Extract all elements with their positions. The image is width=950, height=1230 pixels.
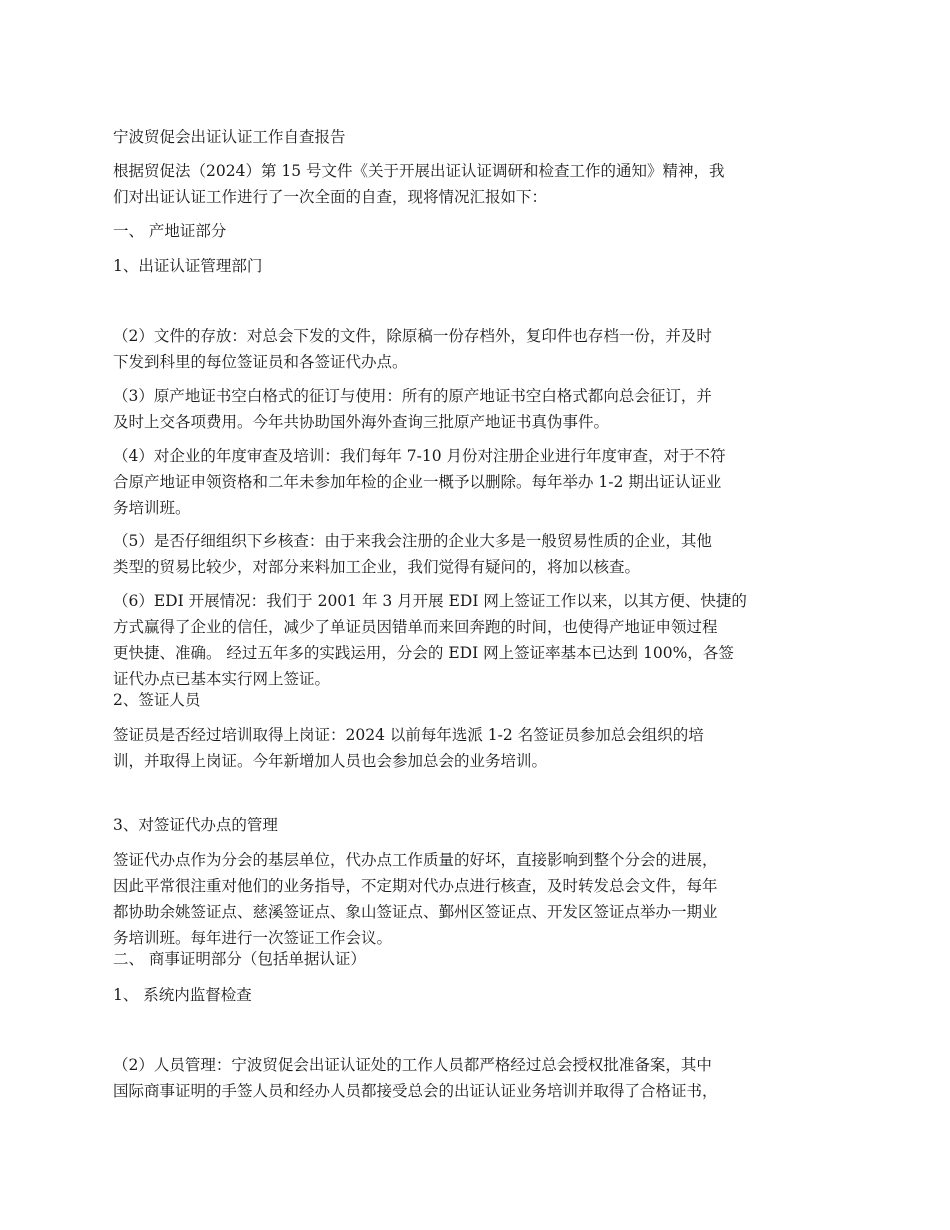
paragraph-line: 根据贸促法（2024）第 15 号文件《关于开展出证认证调研和检查工作的通知》精神，我 <box>113 162 725 180</box>
staff-paragraph <box>113 722 843 774</box>
paragraph-line: 方式赢得了企业的信任，减少了单证员因错单而来回奔跑的时间，也使得产地证申领过程 <box>113 618 718 636</box>
paragraph-line: 因此平常很注重对他们的业务指导，不定期对代办点进行核查，及时转发总会文件，每年 <box>113 877 718 895</box>
subheading-staff: 2、签证人员 <box>113 691 201 709</box>
paragraph-line: 们对出证认证工作进行了一次全面的自查，现将情况汇报如下： <box>113 188 548 206</box>
paragraph-line: 更快捷、准确。 经过五年多的实践运用，分会的 EDI 网上签证率基本已达到 100%，各签 <box>113 644 734 662</box>
section-heading-origin: 一、 产地证部分 <box>113 222 227 240</box>
paragraph-line: 类型的贸易比较少，对部分来料加工企业，我们觉得有疑问的，将加以核查。 <box>113 558 641 576</box>
agency-paragraph <box>113 847 843 951</box>
document-title: 宁波贸促会出证认证工作自查报告 <box>113 128 346 146</box>
paragraph-line: （2）文件的存放：对总会下发的文件，除原稿一份存档外，复印件也存档一份，并及时 <box>113 327 712 345</box>
paragraph-line: （4）对企业的年度审查及培训：我们每年 7-10 月份对注册企业进行年度审查，对于不符 <box>113 447 726 465</box>
subheading-management-dept: 1、出证认证管理部门 <box>113 257 263 275</box>
paragraph-line: 及时上交各项费用。今年共协助国外海外查询三批原产地证书真伪事件。 <box>113 413 610 431</box>
item-annual-review <box>113 443 843 521</box>
paragraph-line: 国际商事证明的手签人员和经办人员都接受总会的出证认证业务培训并取得了合格证书， <box>113 1082 718 1100</box>
paragraph-line: 合原产地证申领资格和二年未参加年检的企业一概予以删除。每年举办 1-2 期出证认证业 <box>113 473 722 491</box>
section-heading-commercial: 二、 商事证明部分（包括单据认证） <box>113 950 366 968</box>
subheading-agency: 3、对签证代办点的管理 <box>113 816 278 834</box>
paragraph-line: 证代办点已基本实行网上签证。 <box>113 670 331 688</box>
paragraph-line: 签证员是否经过培训取得上岗证：2024 以前每年选派 1-2 名签证员参加总会组织的培 <box>113 726 704 744</box>
paragraph-line: 都协助余姚签证点、慈溪签证点、象山签证点、鄞州区签证点、开发区签证点举办一期业 <box>113 903 718 921</box>
item-blank-forms <box>113 383 843 435</box>
paragraph-line: （3）原产地证书空白格式的征订与使用：所有的原产地证书空白格式都向总会征订，并 <box>113 387 712 405</box>
paragraph-line: 下发到科里的每位签证员和各签证代办点。 <box>113 353 408 371</box>
intro-paragraph <box>113 158 843 210</box>
item-field-inspection <box>113 528 843 580</box>
paragraph-line: （6）EDI 开展情况：我们于 2001 年 3 月开展 EDI 网上签证工作以来，以其方便、快捷的 <box>113 592 747 610</box>
paragraph-line: 务培训班。 <box>113 499 191 517</box>
paragraph-line: 签证代办点作为分会的基层单位，代办点工作质量的好坏，直接影响到整个分会的进展， <box>113 851 718 869</box>
paragraph-line: 务培训班。每年进行一次签证工作会议。 <box>113 929 393 947</box>
subheading-supervision: 1、 系统内监督检查 <box>113 986 252 1004</box>
paragraph-line: （5）是否仔细组织下乡核查：由于来我会注册的企业大多是一般贸易性质的企业，其他 <box>113 532 712 550</box>
item-personnel <box>113 1052 843 1104</box>
paragraph-line: （2）人员管理：宁波贸促会出证认证处的工作人员都严格经过总会授权批准备案，其中 <box>113 1056 712 1074</box>
paragraph-line: 训，并取得上岗证。今年新增加人员也会参加总会的业务培训。 <box>113 752 548 770</box>
item-document-storage <box>113 323 843 375</box>
item-edi <box>113 588 843 692</box>
